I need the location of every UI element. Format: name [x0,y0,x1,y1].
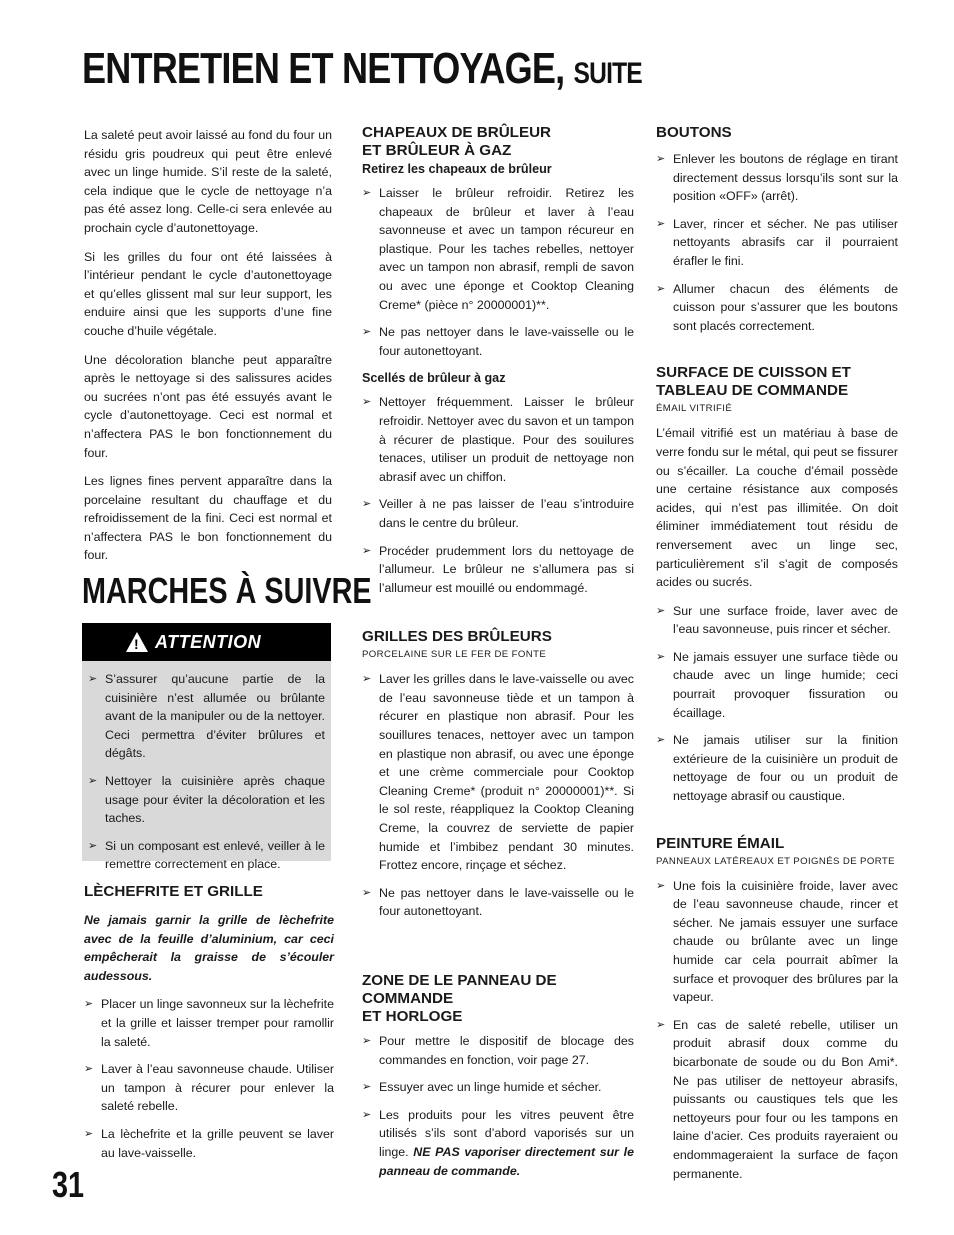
intro-paragraph: Une décoloration blanche peut apparaître après le nettoyage si des salissures acides ou sucrées n’ont pas été essuyés avant le cycle d’autonettoyage. Ceci est normal et n’affectera PAS le bon fonctionnement du four. [84,352,332,460]
list-item: ➢ Ne pas nettoyer dans le lave-vaisselle ou le four autonettoyant. [362,884,634,921]
section-subtitle: ÉMAIL VITRIFIÉ [656,403,733,415]
section-heading: ZONE DE LE PANNEAU DE COMMANDE [362,972,557,1007]
list-item: ➢ Enlever les boutons de réglage en tirant directement dessus lorsqu’ils sont sur la position «OFF» (arrêt). [656,150,898,206]
list-item: ➢ Laver à l’eau savonneuse chaude. Utiliser un tampon à récurer pour enlever la saleté rebelle. [84,1060,334,1116]
page-number: 31 [52,1164,85,1205]
list-item: ➢ Essuyer avec un linge humide et sécher. [362,1078,634,1097]
list-item: ➢ Ne jamais utiliser sur la finition extérieure de la cuisinière un produit de nettoyage de four ou un produit de nettoyage abrasif ou caustique. [656,731,898,805]
list-item: ➢ Laver les grilles dans le lave-vaisselle ou avec de l’eau savonneuse tiède et un tampon à récurer en plastique non abrasif. Pour les souillures tenaces, nettoyer avec un tampon en plastique non abrasif, ou avec une éponge et une crème commerciale pour Cooktop Cleaning Creme* (produit n° 20000001)**. Si le sol reste, réappliquez la Cooktop Cleaning Creme, la couvrez de serviette de papier humide et l’imbibez pendant 30 minutes. Frottez encore, rinçage et séchez. [362,670,634,875]
section-heading: SURFACE DE CUISSON ET [656,364,851,382]
section-heading: LÈCHEFRITE ET GRILLE [84,883,263,900]
subheading: Scellés de brûleur à gaz [362,371,506,386]
subheading: Retirez les chapeaux de brûleur [362,162,552,176]
section-heading: PEINTURE ÉMAIL [656,834,785,852]
list-item-text: Les produits pour les vitres peuvent être utilisés s’ils sont d’abord vaporisés sur un linge. [379,1107,634,1159]
list-item: ➢ En cas de saleté rebelle, utiliser un produit abrasif doux comme du bicarbonate de soude ou du Bon Ami*. Ne pas utiliser de nettoyeur abrasifs, puissants ou caustiques tels que les nettoyeurs pour four ou les tampons en laine d’acier. Ces produits rayeraient ou endommageraient la surface de façon permanente. [656,1016,898,1183]
title-suffix: SUITE [573,57,642,90]
section-heading: GRILLES DES BRÛLEURS [362,628,552,646]
section-heading: TABLEAU DE COMMANDE [656,382,849,400]
lechefrite-section [84,883,334,1171]
list-item: ➢ La lèchefrite et la grille peuvent se laver au lave-vaisselle. [84,1125,334,1162]
intro-paragraph: Si les grilles du four ont été laissées à l’intérieur pendant le cycle d’autonettoyage et qu’elles glissent mal sur leur support, les enduire ainsi que les supports d’une fine couche d’huile végétale. [84,249,332,338]
list-item: ➢ Nettoyer la cuisinière après chaque usage pour éviter la décoloration et les taches. [88,772,325,828]
list-item: ➢ Sur une surface froide, laver avec de l’eau savonneuse, puis rincer et sécher. [656,602,898,639]
attention-box [82,623,331,872]
page-title [82,44,642,94]
list-item: ➢ Laisser le brûleur refroidir. Retirez les chapeaux de brûleur et laver à l’eau savonneuse et avec un tampon récureur en plastique. Pour les taches rebelles, nettoyer avec un tampon non abrasif, rempli de savon ou avec une éponge et Cooktop Cleaning Creme* (pièce n° 20000001)**. [362,184,634,314]
list-item: ➢ Procéder prudemment lors du nettoyage de l’allumeur. Le brûleur ne s’allumera pas si l’allumeur est mouillé ou endommagé. [362,542,634,598]
list-item: ➢ Pour mettre le dispositif de blocage des commandes en fonction, voir page 27. [362,1032,634,1069]
section-subtitle: PORCELAINE SUR LE FER DE FONTE [362,649,547,661]
attention-header: ! ATTENTION [82,623,331,661]
list-item: ➢ Ne jamais essuyer une surface tiède ou chaude avec un linge humide; ceci pourrait provoquer fissuration ou écaillage. [656,648,898,722]
list-item: ➢ Laver, rincer et sécher. Ne pas utiliser nettoyants abrasifs car il pourraient érafler le fini. [656,215,898,271]
title-main: ENTRETIEN ET NETTOYAGE, [82,44,565,93]
list-item: ➢ Nettoyer fréquemment. Laisser le brûleur refroidir. Nettoyer avec du savon et un tampon à récurer de plastique. Pour des souilures tenaces, utiliser un produit de nettoyage non abrasif avec un chiffon. [362,393,634,486]
intro-paragraph: Les lignes fines pervent apparaître dans la porcelaine resultant du chauffage et du refroidissement de la fini. Ceci est normal et n’affectera PAS le bon fonctionnement du four. [84,474,332,563]
list-item: ➢ Veiller à ne pas laisser de l’eau s’introduire dans le centre du brûleur. [362,495,634,532]
column-middle [362,124,634,1189]
list-item: ➢ Placer un linge savonneux sur la lèchefrite et la grille et laisser tremper pour ramollir la saleté. [84,995,334,1051]
warning-text: NE PAS vaporiser directement sur le panneau de commande. [379,1144,634,1178]
section-title: MARCHES À SUIVRE [82,570,372,611]
list-item [362,1106,634,1180]
list-item: ➢ Si un composant est enlevé, veiller à le remettre correctement en place. [88,837,325,874]
list-item: ➢ Ne pas nettoyer dans le lave-vaisselle ou le four autonettoyant. [362,323,634,360]
section-subtitle: PANNEAUX LATÉREAUX ET POIGNÉS DE PORTE [656,855,895,867]
warning-text: Ne jamais garnir la grille de lèchefrite avec de la feuille d’aluminium, car ceci empêcherait la graisse de s’écouler audessous. [84,913,334,983]
list-item: ➢ Allumer chacun des éléments de cuisson pour s’assurer que les boutons sont placés correctement. [656,280,898,336]
list-item: ➢ Une fois la cuisinière froide, laver avec de l’eau savonneuse chaude, rincer et sécher. Ne jamais essuyer une surface chaude ou brûlante avec un linge humide car cela pourrait abîmer la surface et provoquer des brûlures par la vapeur. [656,877,898,1007]
section-heading: CHAPEAUX DE BRÛLEUR [362,124,552,141]
intro-paragraph: La saleté peut avoir laissé au fond du four un résidu gris poudreux qui peut être enlevé avec un linge humide. S’il reste de la saleté, cela indique que le cycle de nettoyage n’a pas été assez long. Celle-ci sera enlevée au prochain cycle d’autonettoyage. [84,128,332,235]
column-right [656,124,898,1192]
section-heading: BOUTONS [656,124,732,141]
paragraph: L’émail vitrifié est un matériau à base de verre fondu sur le métal, qui peut se fissurer ou s’écailler. La couche d’émail possède une certaine résistance aux composés acides, qui n’est pas illimitée. On doit éliminer immédiatement tout résidu de renversement avec un linge sec, particulièrement s’il s’agit de composés acides ou sucrés. [656,426,898,590]
column-left [84,126,332,575]
section-heading: ET HORLOGE [362,1008,463,1025]
section-heading: ET BRÛLEUR À GAZ [362,142,512,159]
list-item: ➢ S’assurer qu’aucune partie de la cuisinière n’est allumée ou brûlante avant de la manipuler ou de la nettoyer. Ceci permettra d’éviter brûlures et dégâts. [88,670,325,763]
attention-label: ATTENTION [155,632,262,652]
